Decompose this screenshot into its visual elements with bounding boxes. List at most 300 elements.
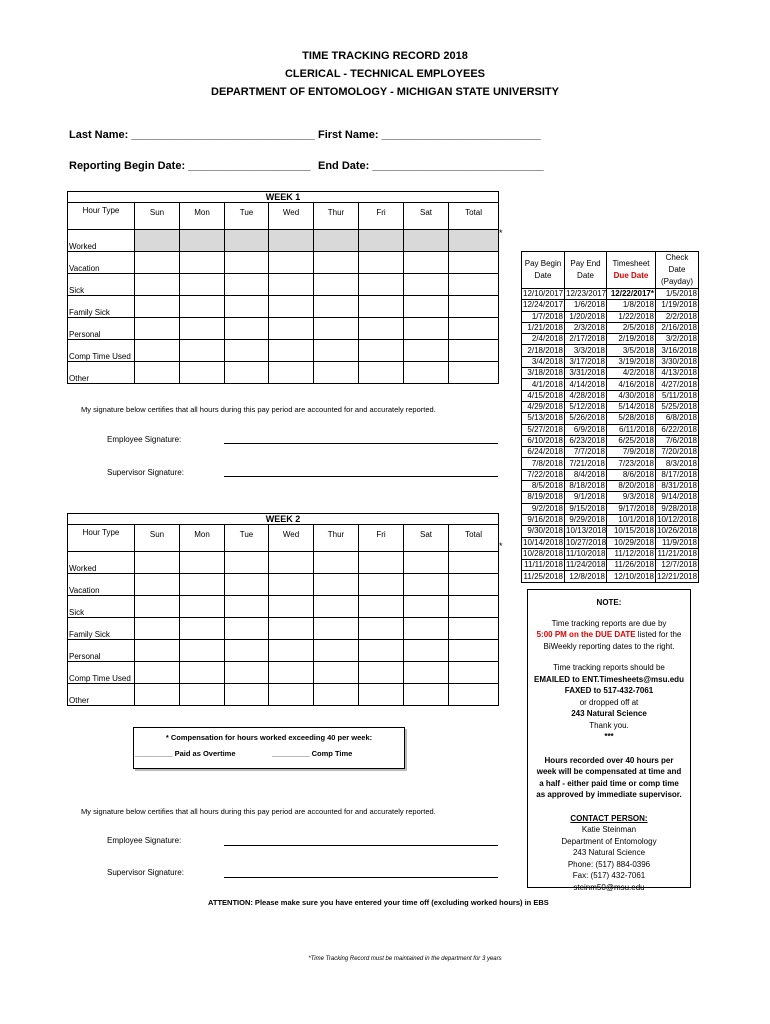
week1-hours-cell[interactable] <box>225 274 269 296</box>
pay-schedule-cell: 11/10/2018 <box>566 548 606 558</box>
pay-schedule-cell: 6/9/2018 <box>565 424 607 435</box>
pay-schedule-cell: 6/8/2018 <box>656 413 699 424</box>
week1-hours-cell[interactable] <box>225 230 269 252</box>
pay-schedule-cell: 10/14/2018 <box>523 537 564 547</box>
pay-schedule-row <box>522 458 699 469</box>
week1-hours-cell[interactable] <box>135 230 180 252</box>
pay-schedule-cell: 7/23/2018 <box>607 458 656 469</box>
week1-hours-cell[interactable] <box>314 318 359 340</box>
week1-hours-cell[interactable] <box>449 252 499 274</box>
pay-schedule-cell: 4/14/2018 <box>565 379 607 390</box>
pay-schedule-cell: 9/17/2018 <box>607 503 656 514</box>
pay-schedule-cell: 3/18/2018 <box>522 368 565 379</box>
department-title: DEPARTMENT OF ENTOMOLOGY - MICHIGAN STATE UNIVERSITY <box>211 86 559 98</box>
week2-hours-cell[interactable] <box>449 640 499 662</box>
week2-hours-cell[interactable] <box>180 574 225 596</box>
week1-row <box>68 362 499 384</box>
week2-hours-cell[interactable] <box>269 662 314 684</box>
week1-row-label: Sick <box>68 274 135 296</box>
pay-schedule-cell: 10/28/2018 <box>523 548 564 558</box>
contact-person: CONTACT PERSON: Katie Steinman Department of Entomology 243 Natural Science Phone: (517) 884-0396 Fax: (517) 432-7061 steinm50@msu.edu <box>528 813 690 894</box>
pay-schedule-row <box>522 469 699 480</box>
pay-schedule-cell: 5/27/2018 <box>522 424 565 435</box>
week2-hours-cell[interactable] <box>180 596 225 618</box>
week1-col-hour-type: Hour Type <box>68 203 135 230</box>
week2-hours-cell[interactable] <box>359 618 404 640</box>
pay-schedule-table <box>521 251 699 583</box>
end-date-field[interactable]: End Date: ____________________________ <box>318 160 544 172</box>
pay-schedule-cell: 8/31/2018 <box>656 481 699 492</box>
week2-hours-cell[interactable] <box>180 618 225 640</box>
week2-col-sun: Sun <box>135 525 180 552</box>
week2-hours-cell[interactable] <box>314 640 359 662</box>
pay-schedule-cell: 5/25/2018 <box>656 401 699 412</box>
week1-hours-cell[interactable] <box>225 362 269 384</box>
week2-hours-cell[interactable] <box>269 640 314 662</box>
pay-schedule-row <box>522 560 699 571</box>
check-date-header: Check Date (Payday) <box>656 252 699 289</box>
week2-col-wed: Wed <box>269 525 314 552</box>
week1-col-sat: Sat <box>404 203 449 230</box>
week1-row <box>68 318 499 340</box>
pay-schedule-cell: 10/1/2018 <box>607 514 656 525</box>
footer-note: *Time Tracking Record must be maintained in the department for 3 years <box>308 956 502 962</box>
week2-hours-cell[interactable] <box>449 684 499 706</box>
pay-schedule-cell: 8/6/2018 <box>607 469 656 480</box>
pay-schedule-cell: 6/10/2018 <box>522 435 565 446</box>
note-overtime-paragraph: Hours recorded over 40 hours per week will be compensated at time and a half - either paid time or comp time as approved by immediate supervisor. <box>536 755 682 799</box>
week1-row-label: Personal <box>68 318 135 340</box>
pay-schedule-cell: 4/29/2018 <box>522 401 565 412</box>
pay-schedule-cell: 12/10/2018 <box>607 571 656 582</box>
week2-hours-cell[interactable] <box>404 574 449 596</box>
pay-schedule-cell: 11/11/2018 <box>522 560 565 571</box>
paid-overtime-option[interactable]: _________ Paid as Overtime <box>135 749 236 758</box>
pay-schedule-row <box>522 311 699 322</box>
week2-hours-cell[interactable] <box>135 662 180 684</box>
pay-schedule-cell: 2/19/2018 <box>607 334 656 345</box>
week1-hours-cell[interactable] <box>135 340 180 362</box>
pay-schedule-cell: 7/8/2018 <box>522 458 565 469</box>
pay-schedule-row <box>522 368 699 379</box>
week1-hours-cell[interactable] <box>269 340 314 362</box>
week1-hours-cell[interactable] <box>359 362 404 384</box>
week1-hours-cell[interactable] <box>180 274 225 296</box>
pay-schedule-cell: 2/4/2018 <box>522 334 565 345</box>
pay-schedule-row <box>522 548 699 559</box>
due-date-label: Due Date <box>613 271 649 280</box>
week2-hours-cell[interactable] <box>359 574 404 596</box>
pay-schedule-cell: 7/9/2018 <box>607 447 656 458</box>
employee-signature-line-2[interactable] <box>224 845 498 846</box>
pay-schedule-cell: 5/28/2018 <box>607 413 656 424</box>
pay-begin-header: Pay Begin Date <box>522 252 565 289</box>
week1-hours-cell[interactable] <box>314 340 359 362</box>
week2-row-label: Other <box>68 684 135 706</box>
pay-schedule-row <box>522 401 699 412</box>
pay-schedule-row <box>522 435 699 446</box>
week1-hours-cell[interactable] <box>269 362 314 384</box>
pay-schedule-cell: 10/26/2018 <box>657 526 698 536</box>
pay-schedule-cell: 10/29/2018 <box>607 537 656 548</box>
week1-hours-cell[interactable] <box>404 230 449 252</box>
pay-schedule-cell: 7/7/2018 <box>565 447 607 458</box>
week2-hours-cell[interactable] <box>449 574 499 596</box>
employee-signature-line-1[interactable] <box>224 443 498 444</box>
pay-schedule-row <box>522 492 699 503</box>
pay-schedule-cell: 3/5/2018 <box>607 345 656 356</box>
supervisor-signature-label-2: Supervisor Signature: <box>107 868 184 877</box>
pay-schedule-cell: 2/3/2018 <box>565 322 607 333</box>
week2-hours-cell[interactable] <box>269 574 314 596</box>
week2-hours-cell[interactable] <box>135 596 180 618</box>
pay-schedule-row <box>522 379 699 390</box>
week1-hours-cell[interactable] <box>359 340 404 362</box>
week1-hours-cell[interactable] <box>404 252 449 274</box>
week1-hours-cell[interactable] <box>135 362 180 384</box>
week2-hours-cell[interactable] <box>404 596 449 618</box>
week1-hours-cell[interactable] <box>404 296 449 318</box>
week2-row <box>68 596 499 618</box>
pay-schedule-cell: 11/26/2018 <box>607 560 656 571</box>
week2-hours-cell[interactable] <box>359 640 404 662</box>
week1-hours-cell[interactable] <box>180 318 225 340</box>
week1-hours-cell[interactable] <box>359 252 404 274</box>
page-title: TIME TRACKING RECORD 2018 <box>302 50 468 62</box>
week1-col-wed: Wed <box>269 203 314 230</box>
week2-hours-cell[interactable] <box>135 640 180 662</box>
first-name-field[interactable]: First Name: __________________________ <box>318 129 541 141</box>
week2-hours-cell[interactable] <box>225 684 269 706</box>
week2-hours-cell[interactable] <box>359 662 404 684</box>
pay-schedule-cell: 6/25/2018 <box>607 435 656 446</box>
page-subtitle: CLERICAL - TECHNICAL EMPLOYEES <box>284 68 486 80</box>
pay-schedule-cell: 8/19/2018 <box>522 492 565 503</box>
week2-hours-cell[interactable] <box>404 640 449 662</box>
pay-schedule-row <box>522 322 699 333</box>
week2-hours-cell[interactable] <box>404 684 449 706</box>
pay-schedule-cell: 11/25/2018 <box>522 571 565 582</box>
pay-schedule-cell: 11/21/2018 <box>656 548 699 559</box>
pay-schedule-cell: 8/20/2018 <box>607 481 656 492</box>
week1-hours-cell[interactable] <box>359 296 404 318</box>
certify-text-2: My signature below certifies that all hours during this pay period are accounted for and accurately reported. <box>81 807 436 816</box>
week1-hours-cell[interactable] <box>135 252 180 274</box>
week1-hours-cell[interactable] <box>225 318 269 340</box>
week2-col-fri: Fri <box>359 525 404 552</box>
week2-hours-cell[interactable] <box>225 618 269 640</box>
pay-schedule-cell: 6/22/2018 <box>656 424 699 435</box>
pay-schedule-cell: 2/2/2018 <box>656 311 699 322</box>
pay-schedule-cell: 8/4/2018 <box>565 469 607 480</box>
comp-time-option[interactable]: _________ Comp Time <box>272 749 353 758</box>
week2-col-total: Total <box>449 525 499 552</box>
week1-row <box>68 230 499 252</box>
week1-hours-cell[interactable] <box>180 362 225 384</box>
week2-hours-cell[interactable] <box>135 684 180 706</box>
note-due-paragraph: Time tracking reports are due by 5:00 PM on the DUE DATE listed for the BiWeekly reporting dates to the right. <box>536 618 682 651</box>
pay-schedule-row <box>522 571 699 582</box>
week1-hours-cell[interactable] <box>269 230 314 252</box>
reporting-begin-date-field[interactable]: Reporting Begin Date: ____________________ <box>69 160 311 172</box>
week1-hours-cell[interactable] <box>135 274 180 296</box>
week2-hours-cell[interactable] <box>449 662 499 684</box>
week2-table <box>67 513 499 706</box>
pay-schedule-cell: 9/16/2018 <box>522 514 565 525</box>
week2-row <box>68 618 499 640</box>
pay-schedule-row <box>522 300 699 311</box>
week2-hours-cell[interactable] <box>449 618 499 640</box>
pay-schedule-cell: 2/16/2018 <box>656 322 699 333</box>
pay-schedule-cell: 5/11/2018 <box>656 390 699 401</box>
pay-schedule-cell: 4/27/2018 <box>656 379 699 390</box>
week2-hours-cell[interactable] <box>314 684 359 706</box>
week2-row-label: Sick <box>68 596 135 618</box>
pay-schedule-cell: 7/22/2018 <box>522 469 565 480</box>
week2-row-label: Vacation <box>68 574 135 596</box>
week2-hours-cell[interactable] <box>404 662 449 684</box>
pay-schedule-cell: 9/28/2018 <box>656 503 699 514</box>
week1-row <box>68 340 499 362</box>
week2-hours-cell[interactable] <box>404 552 449 574</box>
pay-schedule-cell: 1/8/2018 <box>607 300 656 311</box>
week2-hours-cell[interactable] <box>225 596 269 618</box>
pay-schedule-row <box>522 334 699 345</box>
contact-email[interactable]: steinm50@msu.edu <box>573 882 645 892</box>
week2-hours-cell[interactable] <box>314 552 359 574</box>
week2-hours-cell[interactable] <box>269 684 314 706</box>
pay-schedule-cell: 3/19/2018 <box>607 356 656 367</box>
week2-hours-cell[interactable] <box>269 596 314 618</box>
pay-schedule-row <box>522 503 699 514</box>
week2-hours-cell[interactable] <box>314 618 359 640</box>
week1-col-total: Total <box>449 203 499 230</box>
pay-schedule-cell: 8/3/2018 <box>656 458 699 469</box>
pay-schedule-cell: 5/13/2018 <box>522 413 565 424</box>
week1-hours-cell[interactable] <box>180 252 225 274</box>
pay-schedule-cell: 12/23/2017 <box>566 289 607 299</box>
pay-schedule-cell: 9/15/2018 <box>565 503 607 514</box>
week1-row-label: Other <box>68 362 135 384</box>
pay-schedule-row <box>522 481 699 492</box>
week1-hours-cell[interactable] <box>269 252 314 274</box>
pay-schedule-cell: 3/30/2018 <box>656 356 699 367</box>
pay-schedule-cell: 3/17/2018 <box>565 356 607 367</box>
week1-hours-cell[interactable] <box>314 296 359 318</box>
pay-schedule-cell: 1/5/2018 <box>656 289 699 300</box>
pay-schedule-row <box>522 345 699 356</box>
week2-hours-cell[interactable] <box>359 552 404 574</box>
week1-row-label: Vacation <box>68 252 135 274</box>
week1-hours-cell[interactable] <box>135 296 180 318</box>
pay-schedule-cell: 5/26/2018 <box>565 413 607 424</box>
pay-schedule-cell: 3/2/2018 <box>656 334 699 345</box>
week2-hours-cell[interactable] <box>225 662 269 684</box>
week1-hours-cell[interactable] <box>314 252 359 274</box>
week1-hours-cell[interactable] <box>404 362 449 384</box>
week2-col-mon: Mon <box>180 525 225 552</box>
week2-row <box>68 684 499 706</box>
pay-schedule-cell: 1/21/2018 <box>522 322 565 333</box>
pay-schedule-cell: 12/21/2018 <box>657 571 698 581</box>
week2-hours-cell[interactable] <box>404 618 449 640</box>
pay-schedule-cell: 4/30/2018 <box>607 390 656 401</box>
week1-hours-cell[interactable] <box>269 296 314 318</box>
week2-hours-cell[interactable] <box>449 596 499 618</box>
week1-hours-cell[interactable] <box>180 340 225 362</box>
week1-hours-cell[interactable] <box>135 318 180 340</box>
pay-schedule-cell: 4/2/2018 <box>607 368 656 379</box>
note-title: NOTE: <box>596 598 622 607</box>
week2-row <box>68 640 499 662</box>
week1-hours-cell[interactable] <box>359 230 404 252</box>
week1-hours-cell[interactable] <box>314 362 359 384</box>
pay-schedule-cell: 12/10/2017 <box>523 289 564 299</box>
week2-title: WEEK 2 <box>68 514 499 525</box>
week1-hours-cell[interactable] <box>449 340 499 362</box>
week1-hours-cell[interactable] <box>404 318 449 340</box>
week1-hours-cell[interactable] <box>225 340 269 362</box>
week2-row-label: Personal <box>68 640 135 662</box>
pay-schedule-cell: 4/13/2018 <box>656 368 699 379</box>
week2-hours-cell[interactable] <box>180 552 225 574</box>
pay-schedule-cell: 9/2/2018 <box>522 503 565 514</box>
pay-schedule-cell: 7/21/2018 <box>565 458 607 469</box>
pay-schedule-cell: 9/29/2018 <box>565 514 607 525</box>
week1-hours-cell[interactable] <box>449 230 499 252</box>
pay-schedule-cell: 9/14/2018 <box>656 492 699 503</box>
week1-hours-cell[interactable] <box>359 274 404 296</box>
week1-hours-cell[interactable] <box>449 296 499 318</box>
timesheet-header: Timesheet Due Date <box>607 252 656 289</box>
pay-schedule-cell: 1/22/2018 <box>607 311 656 322</box>
week2-hours-cell[interactable] <box>180 640 225 662</box>
week2-hours-cell[interactable] <box>359 596 404 618</box>
pay-schedule-row <box>522 447 699 458</box>
pay-schedule-cell: 7/20/2018 <box>656 447 699 458</box>
week1-hours-cell[interactable] <box>225 296 269 318</box>
week2-hours-cell[interactable] <box>314 662 359 684</box>
pay-schedule-cell: 11/24/2018 <box>566 560 606 570</box>
pay-schedule-cell: 6/23/2018 <box>565 435 607 446</box>
pay-schedule-row <box>522 526 699 537</box>
pay-schedule-cell: 8/17/2018 <box>656 469 699 480</box>
week1-title: WEEK 1 <box>68 192 499 203</box>
pay-schedule-cell: 1/19/2018 <box>656 300 699 311</box>
compensation-title: * Compensation for hours worked exceeding 40 per week: <box>165 733 373 742</box>
pay-schedule-cell: 3/3/2018 <box>565 345 607 356</box>
pay-schedule-cell: 4/16/2018 <box>607 379 656 390</box>
week1-hours-cell[interactable] <box>269 318 314 340</box>
week1-asterisk: * <box>499 228 503 238</box>
pay-schedule-cell: 10/13/2018 <box>566 526 607 536</box>
week1-row-label: Comp Time Used <box>68 340 135 362</box>
week1-hours-cell[interactable] <box>359 318 404 340</box>
pay-schedule-row <box>522 514 699 525</box>
pay-schedule-cell: 8/18/2018 <box>565 481 607 492</box>
compensation-box <box>133 727 405 769</box>
week1-hours-cell[interactable] <box>314 274 359 296</box>
week2-hours-cell[interactable] <box>269 618 314 640</box>
week1-col-thur: Thur <box>314 203 359 230</box>
week1-hours-cell[interactable] <box>314 230 359 252</box>
week2-hours-cell[interactable] <box>225 640 269 662</box>
week2-hours-cell[interactable] <box>180 662 225 684</box>
week1-hours-cell[interactable] <box>449 274 499 296</box>
week1-col-tue: Tue <box>225 203 269 230</box>
pay-schedule-cell: 11/12/2018 <box>607 548 656 559</box>
week2-row-label: Family Sick <box>68 618 135 640</box>
week1-hours-cell[interactable] <box>449 318 499 340</box>
week2-row <box>68 552 499 574</box>
pay-schedule-cell: 1/6/2018 <box>565 300 607 311</box>
week2-hours-cell[interactable] <box>269 552 314 574</box>
week2-hours-cell[interactable] <box>180 684 225 706</box>
pay-schedule-cell: 9/3/2018 <box>607 492 656 503</box>
timesheet-email[interactable]: EMAILED to ENT.Timesheets@msu.edu <box>534 674 684 684</box>
pay-schedule-cell: 12/7/2018 <box>656 560 699 571</box>
employee-signature-label-1: Employee Signature: <box>107 435 182 444</box>
week1-hours-cell[interactable] <box>404 340 449 362</box>
week2-hours-cell[interactable] <box>314 574 359 596</box>
week1-hours-cell[interactable] <box>404 274 449 296</box>
pay-schedule-cell: 8/5/2018 <box>522 481 565 492</box>
pay-schedule-cell: 10/12/2018 <box>657 515 698 525</box>
pay-schedule-row <box>522 289 699 300</box>
employee-signature-label-2: Employee Signature: <box>107 836 182 845</box>
certify-text-1: My signature below certifies that all hours during this pay period are accounted for and accurately reported. <box>81 405 436 414</box>
week1-hours-cell[interactable] <box>449 362 499 384</box>
week2-hours-cell[interactable] <box>225 552 269 574</box>
week2-hours-cell[interactable] <box>359 684 404 706</box>
pay-schedule-cell: 4/1/2018 <box>522 379 565 390</box>
last-name-field[interactable]: Last Name: ______________________________ <box>69 129 315 141</box>
week1-table <box>67 191 499 384</box>
attention-notice: ATTENTION: Please make sure you have entered your time off (excluding worked hours) in EBS <box>208 898 549 907</box>
note-submit-paragraph: Time tracking reports should be EMAILED to ENT.Timesheets@msu.edu FAXED to 517-432-7061 or dropped off at 243 Natural Science Thank you. *** <box>528 662 690 743</box>
pay-schedule-cell: 4/28/2018 <box>565 390 607 401</box>
pay-schedule-cell: 2/5/2018 <box>607 322 656 333</box>
week1-hours-cell[interactable] <box>225 252 269 274</box>
week2-hours-cell[interactable] <box>135 574 180 596</box>
pay-schedule-cell: 2/18/2018 <box>522 345 565 356</box>
week2-hours-cell[interactable] <box>135 618 180 640</box>
week2-col-hour-type: Hour Type <box>68 525 135 552</box>
week2-hours-cell[interactable] <box>225 574 269 596</box>
pay-schedule-cell: 12/8/2018 <box>565 571 607 582</box>
supervisor-signature-line-1[interactable] <box>224 476 498 477</box>
pay-schedule-cell: 12/22/2017* <box>607 289 656 300</box>
week2-hours-cell[interactable] <box>135 552 180 574</box>
pay-schedule-row <box>522 390 699 401</box>
pay-schedule-cell: 9/30/2018 <box>522 526 565 537</box>
week2-row <box>68 662 499 684</box>
week2-row-label: Worked <box>68 552 135 574</box>
pay-schedule-cell: 4/15/2018 <box>522 390 565 401</box>
pay-schedule-cell: 1/7/2018 <box>522 311 565 322</box>
week1-hours-cell[interactable] <box>180 230 225 252</box>
supervisor-signature-line-2[interactable] <box>224 877 498 878</box>
week1-row-label: Worked <box>68 230 135 252</box>
pay-schedule-cell: 5/14/2018 <box>607 401 656 412</box>
pay-schedule-cell: 6/11/2018 <box>607 424 656 435</box>
week2-hours-cell[interactable] <box>449 552 499 574</box>
week1-hours-cell[interactable] <box>269 274 314 296</box>
pay-schedule-cell: 6/24/2018 <box>522 447 565 458</box>
week2-hours-cell[interactable] <box>314 596 359 618</box>
week1-hours-cell[interactable] <box>180 296 225 318</box>
pay-schedule-row <box>522 413 699 424</box>
